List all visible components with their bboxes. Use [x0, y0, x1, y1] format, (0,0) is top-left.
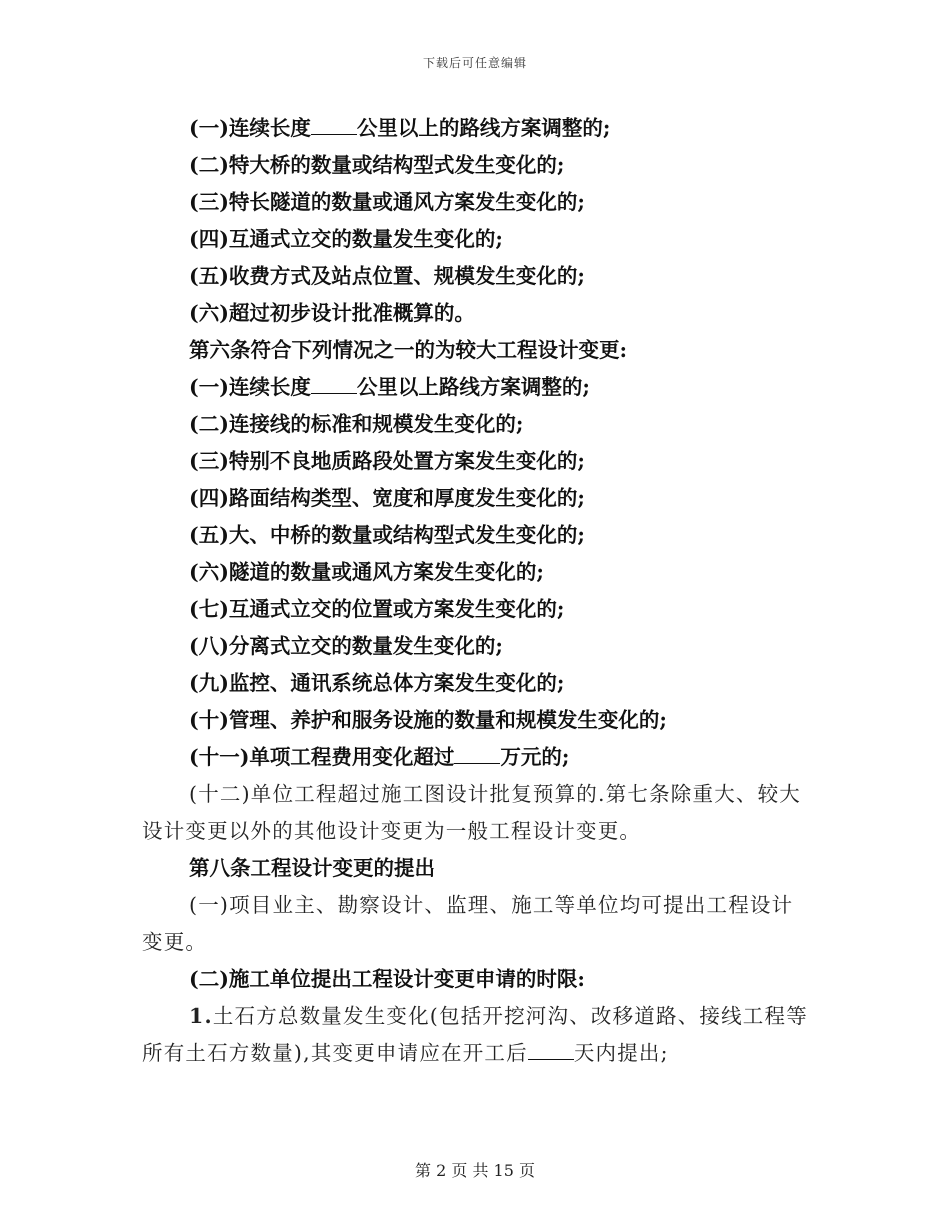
article-heading: 第八条工程设计变更的提出 [189, 856, 435, 880]
clause-line: (二)施工单位提出工程设计变更申请的时限: [189, 967, 585, 991]
clause-line: (九)监控、通讯系统总体方案发生变化的; [189, 671, 565, 695]
page-footer: 第 2 页 共 15 页 [415, 1161, 535, 1180]
paragraph-line [142, 998, 810, 1035]
clause-text: 万元的; [500, 745, 570, 769]
paragraph-line: (一)项目业主、勘察设计、监理、施工等单位均可提出工程设计 [189, 893, 794, 917]
clause-text: (一)连续长度 [189, 116, 311, 140]
clause-line [142, 110, 810, 147]
clause-line: (十)管理、养护和服务设施的数量和规模发生变化的; [189, 708, 667, 732]
item-number: 1. [189, 1004, 213, 1028]
clause-line: (七)互通式立交的位置或方案发生变化的; [189, 597, 565, 621]
clause-line: (三)特别不良地质路段处置方案发生变化的; [189, 449, 585, 473]
clause-line: (五)大、中桥的数量或结构型式发生变化的; [189, 523, 585, 547]
paragraph-text: 天内提出; [573, 1041, 669, 1065]
page-header: 下载后可任意编辑 [422, 56, 527, 70]
clause-line: (六)超过初步设计批准概算的。 [189, 301, 475, 325]
clause-line: (八)分离式立交的数量发生变化的; [189, 634, 503, 658]
paragraph-text: 所有土石方数量),其变更申请应在开工后 [142, 1041, 528, 1065]
fill-in-blank [311, 375, 357, 394]
clause-line: (三)特长隧道的数量或通风方案发生变化的; [189, 190, 585, 214]
clause-text: 公里以上路线方案调整的; [356, 375, 590, 399]
clause-line [142, 739, 810, 776]
article-heading: 第六条符合下列情况之一的为较大工程设计变更: [189, 338, 628, 362]
paragraph-line: 设计变更以外的其他设计变更为一般工程设计变更。 [142, 819, 642, 843]
clause-line [142, 369, 810, 406]
clause-text: (十一)单项工程费用变化超过 [189, 745, 455, 769]
paragraph-line [142, 1035, 810, 1072]
clause-line: (六)隧道的数量或通风方案发生变化的; [189, 560, 544, 584]
clause-text: 公里以上的路线方案调整的; [356, 116, 611, 140]
paragraph-text: 土石方总数量发生变化(包括开挖河沟、改移道路、接线工程等 [212, 1004, 808, 1028]
clause-line: (二)连接线的标准和规模发生变化的; [189, 412, 524, 436]
document-body [142, 110, 810, 1072]
fill-in-blank [454, 745, 500, 764]
paragraph-line: 变更。 [142, 930, 208, 954]
clause-line: (四)路面结构类型、宽度和厚度发生变化的; [189, 486, 585, 510]
paragraph-line: (十二)单位工程超过施工图设计批复预算的.第七条除重大、较大 [189, 782, 802, 806]
fill-in-blank [311, 116, 357, 135]
fill-in-blank [528, 1041, 574, 1060]
clause-line: (五)收费方式及站点位置、规模发生变化的; [189, 264, 585, 288]
clause-line: (二)特大桥的数量或结构型式发生变化的; [189, 153, 565, 177]
clause-text: (一)连续长度 [189, 375, 311, 399]
clause-line: (四)互通式立交的数量发生变化的; [189, 227, 503, 251]
